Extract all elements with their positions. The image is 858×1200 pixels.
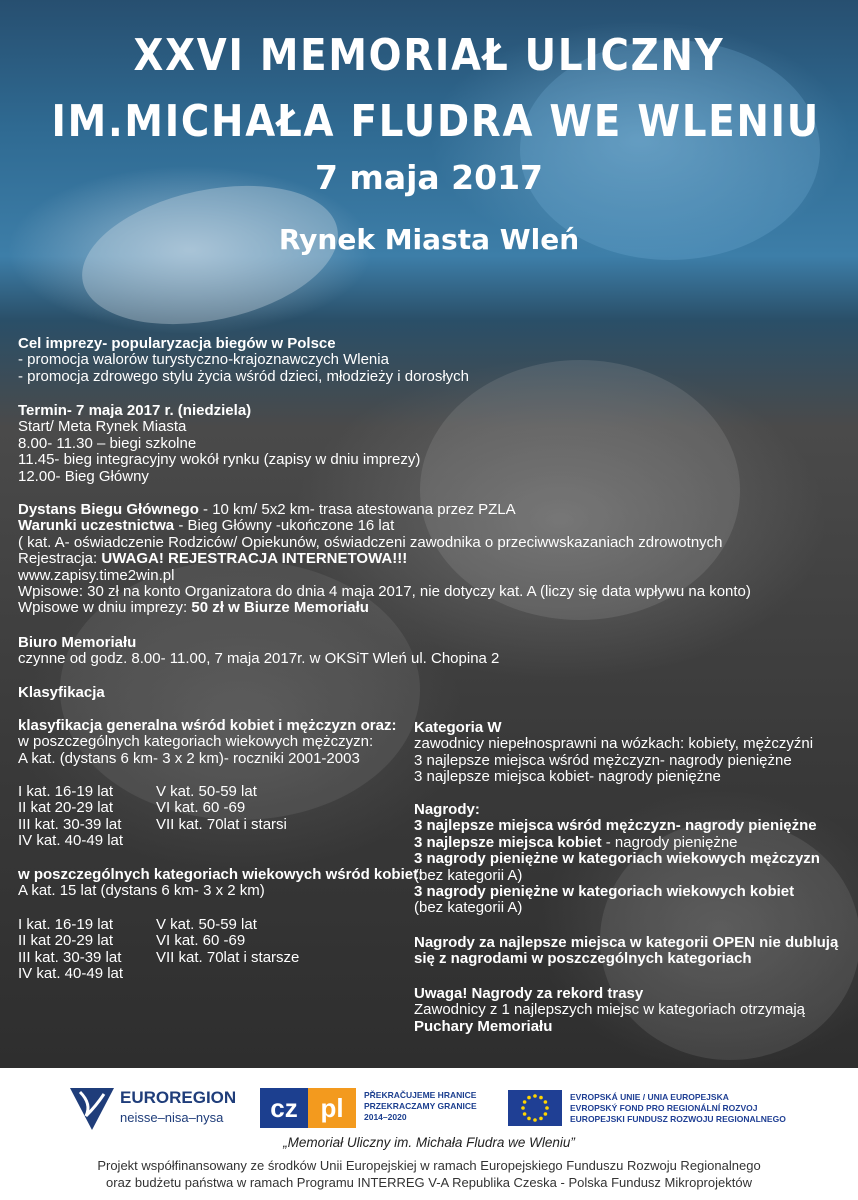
women-heading: w poszczególnych kategoriach wiekowych wśród kobiet: xyxy=(18,866,424,883)
biuro-heading: Biuro Memoriału xyxy=(18,634,137,651)
category-item: II kat 20-29 lat xyxy=(18,799,114,817)
nagrody-line: 3 najlepsze miejsca wśród mężczyzn- nagrody pieniężne xyxy=(414,817,817,835)
women-classification xyxy=(18,867,423,900)
eu-logo xyxy=(508,1086,798,1132)
category-item: V kat. 50-59 lat xyxy=(156,783,257,800)
title-line-1: XXVI MEMORIAŁ ULICZNY xyxy=(133,30,725,81)
nagrody-line: 3 nagrody pieniężne w kategoriach wiekowych kobiet xyxy=(414,883,795,901)
registration-url: www.zapisy.time2win.pl xyxy=(18,566,175,584)
termin-line: 12.00- Bieg Główny xyxy=(18,467,149,485)
eu-line: EVROPSKÁ UNIE / UNIA EUROPEJSKA xyxy=(570,1092,729,1102)
men-heading: klasyfikacja generalna wśród kobiet i mężczyzn oraz: xyxy=(18,717,397,734)
czpl-text xyxy=(364,1090,477,1123)
category-item: VI kat. 60 -69 xyxy=(156,932,246,950)
category-item: IV kat. 40-49 lat xyxy=(18,965,124,983)
nagrody-section xyxy=(414,802,820,917)
euroregion-icon xyxy=(70,1086,114,1132)
kategoria-w-line: zawodnicy niepełnosprawni na wózkach: kobiety, mężczyźni xyxy=(414,735,814,753)
women-cats-right xyxy=(156,917,299,966)
footer-project-line: oraz budżetu państwa w ramach Programu INTERREG V-A Republika Czeska - Polska Fundusz Mikroprojektów xyxy=(106,1175,752,1190)
uwaga-note xyxy=(414,986,805,1035)
warunki-text: - Bieg Główny -ukończone 16 lat xyxy=(174,517,395,535)
czpl-logo xyxy=(260,1086,490,1132)
rejestracja-label: Rejestracja: xyxy=(18,550,102,568)
kategoria-w-line: 3 najlepsze miejsca wśród mężczyzn- nagrody pieniężne xyxy=(414,751,792,769)
dystans-text: - 10 km/ 5x2 km- trasa atestowana przez PZLA xyxy=(198,501,516,518)
czpl-line: PRZEKRACZAMY GRANICE xyxy=(364,1101,477,1111)
men-classification xyxy=(18,718,396,767)
eu-flag-icon xyxy=(508,1090,562,1126)
svg-text:cz: cz xyxy=(270,1093,298,1123)
klasyfikacja-heading-wrap xyxy=(18,685,105,701)
eu-text xyxy=(570,1092,786,1125)
nagrody-line-bold: 3 najlepsze miejsca kobiet xyxy=(414,833,602,851)
czpl-icon xyxy=(260,1088,356,1128)
men-cats-right xyxy=(156,784,287,833)
cel-section xyxy=(18,336,469,385)
biuro-section xyxy=(18,635,499,668)
kategoria-w-section xyxy=(414,720,813,786)
nagrody-line: (bez kategorii A) xyxy=(414,899,523,917)
klasyfikacja-heading: Klasyfikacja xyxy=(18,684,105,701)
category-item: I kat. 16-19 lat xyxy=(18,916,114,933)
euroregion-sub: neisse–nisa–nysa xyxy=(120,1110,224,1125)
category-item: VII kat. 70lat i starsi xyxy=(156,815,287,833)
men-line: w poszczególnych kategoriach wiekowych mężczyzn: xyxy=(18,733,374,751)
termin-line: Start/ Meta Rynek Miasta xyxy=(18,418,187,436)
termin-heading: Termin- 7 maja 2017 r. (niedziela) xyxy=(18,402,252,419)
euroregion-logo xyxy=(70,1086,250,1132)
uwaga-heading: Uwaga! Nagrody za rekord trasy xyxy=(414,985,644,1002)
footer-project-line: Projekt współfinansowany ze środków Unii Europejskiej w ramach Europejskiego Funduszu Rozwoju Regionalnego xyxy=(97,1158,761,1173)
dystans-section xyxy=(18,502,751,617)
wpisowe-dzien-value: 50 zł w Biurze Memoriału xyxy=(191,599,369,617)
eu-line: EUROPEJSKI FUNDUSZ ROZWOJU REGIONALNEGO xyxy=(570,1114,786,1124)
nagrody-line: 3 nagrody pieniężne w kategoriach wiekowych mężczyzn xyxy=(414,850,820,868)
women-line: A kat. 15 lat (dystans 6 km- 3 x 2 km) xyxy=(18,882,265,900)
open-note-line: Nagrody za najlepsze miejsca w kategorii OPEN nie dublują xyxy=(414,934,839,951)
category-item: III kat. 30-39 lat xyxy=(18,815,122,833)
footer-quote: „Memoriał Uliczny im. Michała Fludra we Wleniu” xyxy=(283,1135,575,1150)
warunki-label: Warunki uczestnictwa xyxy=(18,517,175,535)
open-note-line: się z nagrodami w poszczególnych kategoriach xyxy=(414,950,752,968)
dystans-label: Dystans Biegu Głównego xyxy=(18,501,199,518)
men-line: A kat. (dystans 6 km- 3 x 2 km)- roczniki 2001-2003 xyxy=(18,749,360,767)
event-date: 7 maja 2017 xyxy=(314,158,544,197)
footer xyxy=(0,1068,858,1200)
kat-a-text: ( kat. A- oświadczenie Rodziców/ Opiekunów, oświadczeni zawodnika o przeciwwskazaniach zdrowotnych xyxy=(18,533,723,551)
women-cats-left xyxy=(18,917,123,983)
kategoria-w-line: 3 najlepsze miejsca kobiet- nagrody pieniężne xyxy=(414,768,721,786)
category-item: V kat. 50-59 lat xyxy=(156,916,257,933)
open-note xyxy=(414,935,838,968)
title-line-2: IM.MICHAŁA FLUDRA WE WLENIU xyxy=(51,96,820,147)
category-item: VII kat. 70lat i starsze xyxy=(156,948,300,966)
uwaga-line: Zawodnicy z 1 najlepszych miejsc w kategoriach otrzymają xyxy=(414,1001,805,1019)
svg-text:pl: pl xyxy=(320,1093,344,1123)
category-item: I kat. 16-19 lat xyxy=(18,783,114,800)
category-item: III kat. 30-39 lat xyxy=(18,948,122,966)
nagrody-line-rest: - nagrody pieniężne xyxy=(601,833,738,851)
category-item: VI kat. 60 -69 xyxy=(156,799,246,817)
termin-line: 11.45- bieg integracyjny wokół rynku (zapisy w dniu imprezy) xyxy=(18,451,421,469)
category-item: II kat 20-29 lat xyxy=(18,932,114,950)
nagrody-line: (bez kategorii A) xyxy=(414,866,523,884)
termin-line: 8.00- 11.30 – biegi szkolne xyxy=(18,434,197,452)
uwaga-line: Puchary Memoriału xyxy=(414,1017,553,1035)
category-item: IV kat. 40-49 lat xyxy=(18,832,124,850)
czpl-line: PŘEKRAČUJEME HRANICE xyxy=(364,1090,477,1100)
eu-line: EVROPSKÝ FOND PRO REGIONÁLNÍ ROZVOJ xyxy=(570,1103,758,1113)
header xyxy=(0,28,858,258)
event-place: Rynek Miasta Wleń xyxy=(278,223,580,256)
euroregion-name: EUROREGION xyxy=(120,1088,237,1107)
wpisowe-dzien-label: Wpisowe w dniu imprezy: xyxy=(18,599,192,617)
czpl-line: 2014–2020 xyxy=(364,1112,407,1122)
cel-line: - promocja walorów turystyczno-krajoznawczych Wlenia xyxy=(18,351,389,369)
cel-line: - promocja zdrowego stylu życia wśród dzieci, młodzieży i dorosłych xyxy=(18,367,469,385)
nagrody-heading: Nagrody: xyxy=(414,801,480,818)
rejestracja-warning: UWAGA! REJESTRACJA INTERNETOWA!!! xyxy=(101,550,408,568)
wpisowe-text: Wpisowe: 30 zł na konto Organizatora do dnia 4 maja 2017, nie dotyczy kat. A (liczy się data wpływu na konto) xyxy=(18,583,751,601)
men-cats-left xyxy=(18,784,123,850)
termin-section xyxy=(18,403,420,485)
biuro-text: czynne od godz. 8.00- 11.00, 7 maja 2017r. w OKSiT Wleń ul. Chopina 2 xyxy=(18,650,500,668)
kategoria-w-heading: Kategoria W xyxy=(414,719,502,736)
cel-heading: Cel imprezy- popularyzacja biegów w Polsce xyxy=(18,335,336,352)
